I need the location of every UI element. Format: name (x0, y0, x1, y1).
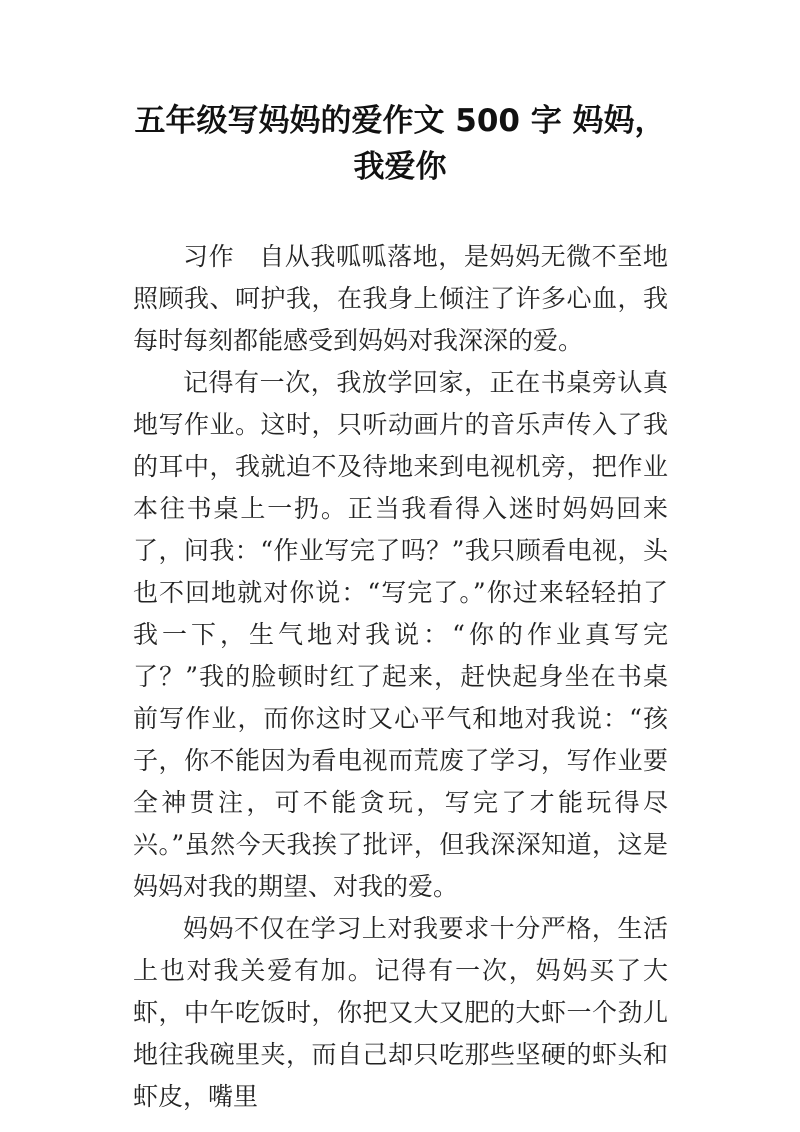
essay-label: 习作 (183, 242, 235, 271)
paragraph-1 (133, 236, 668, 362)
paragraph-2: 记得有一次，我放学回家，正在书桌旁认真地写作业。这时，只听动画片的音乐声传入了我的耳中，我就迫不及待地来到电视机旁，把作业本往书桌上一扔。正当我看得入迷时妈妈回来了，问我：“作业写完了吗？”我只顾看电视，头也不回地就对你说：“写完了。”你过来轻轻拍了我一下，生气地对我说：“你的作业真写完了？”我的脸顿时红了起来，赶快起身坐在书桌前写作业，而你这时又心平气和地对我说：“孩子，你不能因为看电视而荒废了学习，写作业要全神贯注，可不能贪玩，写完了才能玩得尽兴。”虽然今天我挨了批评，但我深深知道，这是妈妈对我的期望、对我的爱。 (133, 368, 668, 901)
document-title (60, 98, 740, 190)
title-line-2: 我爱你 (353, 149, 447, 185)
paragraph-1-text: 自从我呱呱落地，是妈妈无微不至地照顾我、呵护我，在我身上倾注了许多心血，我每时每刻都能感受到妈妈对我深深的爱。 (133, 242, 668, 355)
document-body (133, 236, 668, 1118)
paragraph-3: 妈妈不仅在学习上对我要求十分严格，生活上也对我关爱有加。记得有一次，妈妈买了大虾，中午吃饭时，你把又大又肥的大虾一个劲儿地往我碗里夹，而自己却只吃那些坚硬的虾头和虾皮，嘴里 (133, 914, 668, 1111)
title-line-1: 五年级写妈妈的爱作文 500 字 妈妈， (134, 103, 666, 139)
